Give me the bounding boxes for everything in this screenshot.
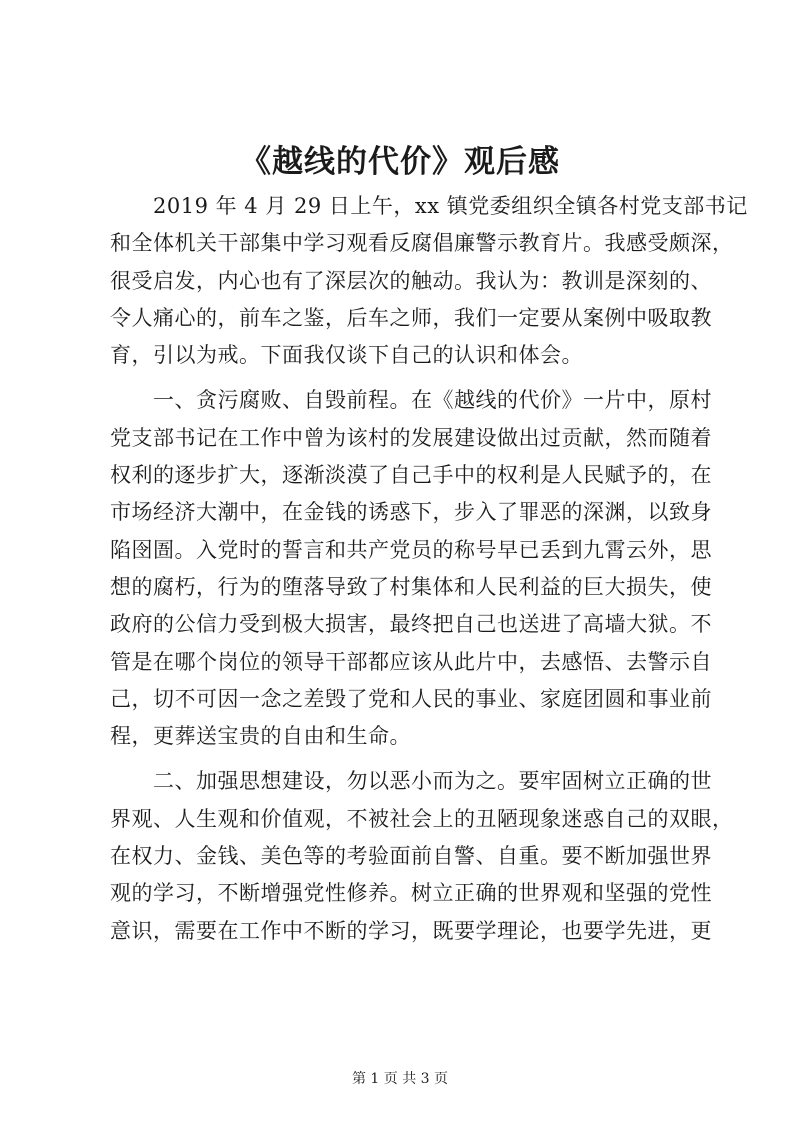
paragraph-line: 和全体机关干部集中学习观看反腐倡廉警示教育片。我感受颇深， xyxy=(110,231,734,256)
paragraph-2 xyxy=(110,382,712,755)
paragraph-line: 己，切不可因一念之差毁了党和人民的事业、家庭团圆和事业前 xyxy=(110,686,712,711)
paragraph-line: 在权力、金钱、美色等的考验面前自警、自重。要不断加强世界 xyxy=(110,844,712,869)
paragraph-line: 程，更葬送宝贵的自由和生命。 xyxy=(110,724,411,749)
paragraph-line: 党支部书记在工作中曾为该村的发展建设做出过贡献，然而随着 xyxy=(110,425,712,450)
paragraph-line: 育，引以为戒。下面我仅谈下自己的认识和体会。 xyxy=(110,343,583,368)
paragraph-line: 二、加强思想建设，勿以恶小而为之。要牢固树立正确的世 xyxy=(110,769,712,794)
paragraph-spacer xyxy=(110,755,702,763)
paragraph-spacer xyxy=(110,374,702,382)
paragraph-line: 很受启发，内心也有了深层次的触动。我认为：教训是深刻的、 xyxy=(110,268,712,293)
paragraph-line: 2019 年 4 月 29 日上午，xx 镇党委组织全镇各村党支部书记 xyxy=(110,194,748,218)
paragraph-line: 观的学习，不断增强党性修养。树立正确的世界观和坚强的党性 xyxy=(110,881,712,906)
document-body xyxy=(110,188,748,950)
document-title: 《越线的代价》观后感 xyxy=(240,144,560,180)
paragraph-line: 意识，需要在工作中不断的学习，既要学理论，也要学先进，更 xyxy=(110,918,712,943)
paragraph-1 xyxy=(110,188,748,374)
paragraph-line: 市场经济大潮中，在金钱的诱惑下，步入了罪恶的深渊，以致身 xyxy=(110,500,712,525)
paragraph-line: 令人痛心的，前车之鉴，后车之师，我们一定要从案例中吸取教 xyxy=(110,305,712,330)
paragraph-line: 一、贪污腐败、自毁前程。在《越线的代价》一片中，原村 xyxy=(110,388,712,413)
paragraph-line: 界观、人生观和价值观，不被社会上的丑陋现象迷惑自己的双眼， xyxy=(110,806,734,831)
paragraph-line: 陷囹圄。入党时的誓言和共产党员的称号早已丢到九霄云外，思 xyxy=(110,537,712,562)
paragraph-line: 政府的公信力受到极大损害，最终把自己也送进了高墙大狱。不 xyxy=(110,612,712,637)
paragraph-3 xyxy=(110,763,734,949)
paragraph-line: 权利的逐步扩大，逐渐淡漠了自己手中的权利是人民赋予的，在 xyxy=(110,463,712,488)
paragraph-line: 管是在哪个岗位的领导干部都应该从此片中，去感悟、去警示自 xyxy=(110,649,712,674)
paragraph-line: 想的腐朽，行为的堕落导致了村集体和人民利益的巨大损失，使 xyxy=(110,574,712,599)
page-number-footer: 第 1 页 共 3 页 xyxy=(351,1071,449,1087)
